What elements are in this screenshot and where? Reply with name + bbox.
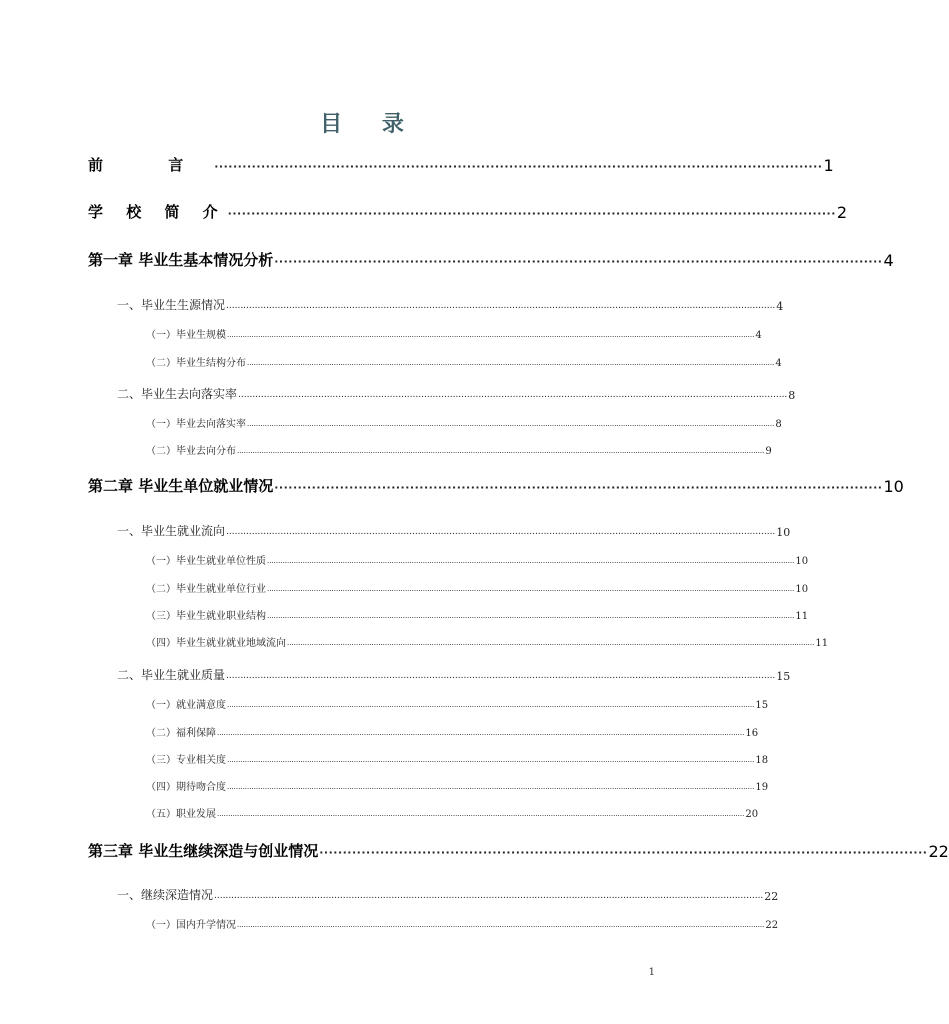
toc-entry-label: （五）职业发展 bbox=[146, 809, 216, 820]
toc-entry-preface[interactable]: 前 言 ·································································································································· 1 bbox=[88, 156, 834, 175]
toc-entry-page: 16 bbox=[745, 728, 759, 739]
toc-entry-label: 一、毕业生生源情况 bbox=[117, 298, 226, 312]
toc-entry-label: （一）就业满意度 bbox=[146, 700, 226, 711]
toc-entry-page: 15 bbox=[755, 700, 769, 711]
toc-entry-label: （四）毕业生就业就业地域流向 bbox=[146, 638, 286, 649]
toc-entry-section[interactable]: 二、毕业生去向落实率 ................................................................................................................................................................................................ 8 bbox=[117, 387, 796, 402]
toc-entry-page: 22 bbox=[765, 920, 779, 931]
toc-entry-page: 22 bbox=[928, 842, 949, 861]
toc-entry-page: 22 bbox=[764, 890, 779, 903]
toc-entry-page: 4 bbox=[775, 358, 782, 369]
toc-entry-label: （二）毕业生就业单位行业 bbox=[146, 584, 266, 595]
toc-entry-subsection[interactable]: （四）期待吻合度 ............................................................................................................................................................................................................................................. 19 bbox=[146, 779, 655, 793]
toc-entry-chapter-3[interactable]: 第三章 毕业生继续深造与创业情况 ·································································································································· 22 bbox=[88, 842, 949, 861]
toc-entry-label: 第二章 毕业生单位就业情况 bbox=[88, 477, 274, 495]
toc-entry-label: 二、毕业生去向落实率 bbox=[117, 387, 238, 401]
toc-entry-label: 第一章 毕业生基本情况分析 bbox=[88, 251, 274, 269]
toc-entry-label: （一）毕业生就业单位性质 bbox=[146, 556, 266, 567]
toc-entry-label: 一、毕业生就业流向 bbox=[117, 524, 226, 538]
toc-entry-page: 9 bbox=[765, 446, 772, 457]
toc-entry-label: （二）毕业生结构分布 bbox=[146, 358, 246, 369]
toc-entry-section[interactable]: 一、继续深造情况 ................................................................................................................................................................................................ 22 bbox=[117, 888, 779, 903]
toc-entry-subsection[interactable]: （一）就业满意度 ............................................................................................................................................................................................................................................. 15 bbox=[146, 697, 655, 711]
toc-entry-page: 10 bbox=[795, 584, 809, 595]
toc-entry-subsection[interactable]: （一）毕业生规模 ............................................................................................................................................................................................................................................. 4 bbox=[146, 327, 655, 341]
toc-entry-subsection[interactable]: （一）国内升学情况 ............................................................................................................................................................................................................................................. 22 bbox=[146, 917, 655, 931]
toc-entry-label: （一）毕业去向落实率 bbox=[146, 419, 246, 430]
toc-entry-page: 11 bbox=[795, 611, 809, 622]
toc-entry-label: （一）毕业生规模 bbox=[146, 330, 226, 341]
toc-entry-page: 15 bbox=[776, 670, 791, 683]
toc-entry-subsection[interactable]: （五）职业发展 ............................................................................................................................................................................................................................................. 20 bbox=[146, 806, 655, 820]
toc-entry-label: 学 校 简 介 bbox=[88, 203, 227, 221]
toc-entry-section[interactable]: 二、毕业生就业质量 ................................................................................................................................................................................................ 15 bbox=[117, 668, 791, 683]
toc-entry-page: 4 bbox=[883, 251, 894, 270]
toc-entry-page: 8 bbox=[775, 419, 782, 430]
toc-title: 目 录 bbox=[320, 112, 420, 137]
toc-entry-chapter-1[interactable]: 第一章 毕业生基本情况分析 ·································································································································· 4 bbox=[88, 251, 894, 270]
toc-entry-page: 11 bbox=[815, 638, 829, 649]
toc-entry-label: （四）期待吻合度 bbox=[146, 782, 226, 793]
toc-entry-label: （三）专业相关度 bbox=[146, 755, 226, 766]
toc-entry-page: 8 bbox=[788, 389, 796, 402]
toc-entry-chapter-2[interactable]: 第二章 毕业生单位就业情况 ·································································································································· 10 bbox=[88, 477, 904, 496]
toc-entry-page: 20 bbox=[745, 809, 759, 820]
toc-entry-label: 第三章 毕业生继续深造与创业情况 bbox=[88, 842, 319, 860]
page-number: 1 bbox=[648, 967, 655, 978]
toc-entry-subsection[interactable]: （二）福利保障 ............................................................................................................................................................................................................................................. 16 bbox=[146, 725, 655, 739]
toc-entry-subsection[interactable]: （二）毕业生结构分布 ............................................................................................................................................................................................................................................. 4 bbox=[146, 355, 655, 369]
toc-entry-page: 10 bbox=[883, 477, 904, 496]
toc-entry-label: （二）毕业去向分布 bbox=[146, 446, 236, 457]
toc-entry-subsection[interactable]: （一）毕业去向落实率 ............................................................................................................................................................................................................................................. 8 bbox=[146, 416, 655, 430]
toc-entry-subsection[interactable]: （三）专业相关度 ............................................................................................................................................................................................................................................. 18 bbox=[146, 752, 655, 766]
toc-entry-page: 18 bbox=[755, 755, 769, 766]
toc-entry-page: 1 bbox=[823, 156, 834, 175]
toc-entry-label: 前 言 bbox=[88, 156, 214, 174]
toc-entry-label: （二）福利保障 bbox=[146, 728, 216, 739]
toc-entry-page: 19 bbox=[755, 782, 769, 793]
toc-entry-subsection[interactable]: （二）毕业去向分布 ............................................................................................................................................................................................................................................. 9 bbox=[146, 443, 655, 457]
toc-entry-subsection[interactable]: （四）毕业生就业就业地域流向 ............................................................................................................................................................................................................................................. 11 bbox=[146, 635, 655, 649]
toc-entry-section[interactable]: 一、毕业生生源情况 ................................................................................................................................................................................................ 4 bbox=[117, 298, 784, 313]
toc-entry-school-intro[interactable]: 学 校 简 介 ·································································································································· 2 bbox=[88, 203, 848, 222]
toc-entry-subsection[interactable]: （三）毕业生就业职业结构 ............................................................................................................................................................................................................................................. 11 bbox=[146, 608, 655, 622]
toc-entry-page: 10 bbox=[795, 556, 809, 567]
toc-entry-label: （三）毕业生就业职业结构 bbox=[146, 611, 266, 622]
toc-entry-page: 4 bbox=[755, 330, 762, 341]
toc-entry-section[interactable]: 一、毕业生就业流向 ................................................................................................................................................................................................ 10 bbox=[117, 524, 791, 539]
toc-entry-page: 10 bbox=[776, 526, 791, 539]
toc-entry-label: 二、毕业生就业质量 bbox=[117, 668, 226, 682]
toc-entry-subsection[interactable]: （二）毕业生就业单位行业 ............................................................................................................................................................................................................................................. 10 bbox=[146, 581, 655, 595]
toc-entry-page: 4 bbox=[776, 300, 784, 313]
toc-entry-label: 一、继续深造情况 bbox=[117, 888, 214, 902]
toc-entry-label: （一）国内升学情况 bbox=[146, 920, 236, 931]
toc-entry-subsection[interactable]: （一）毕业生就业单位性质 ............................................................................................................................................................................................................................................. 10 bbox=[146, 553, 655, 567]
toc-entry-page: 2 bbox=[836, 203, 848, 222]
